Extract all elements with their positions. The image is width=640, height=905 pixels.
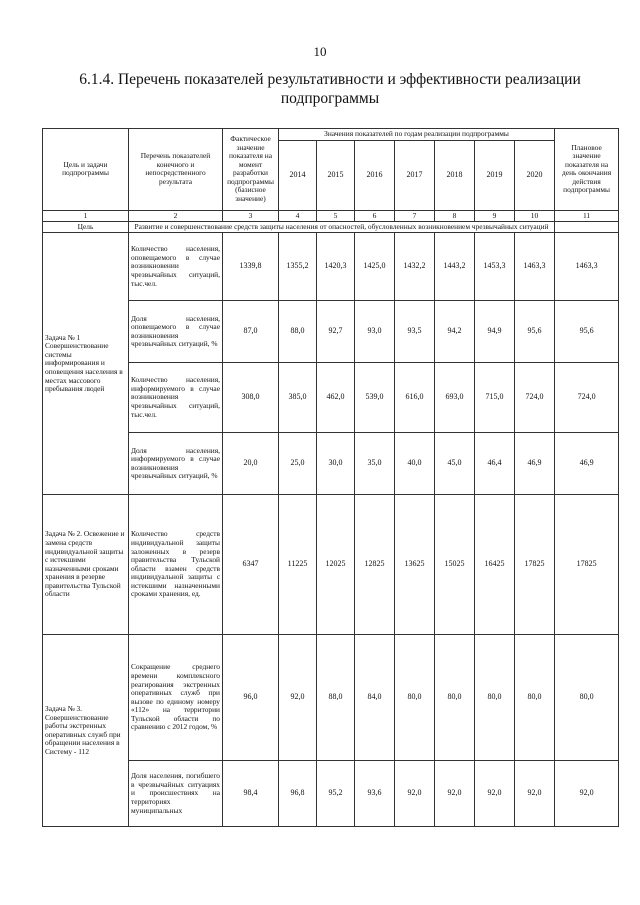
year-value-cell: 616,0: [395, 363, 435, 433]
year-value-cell: 715,0: [475, 363, 515, 433]
actual-value-cell: 20,0: [223, 433, 279, 495]
year-value-cell: 15025: [435, 495, 475, 635]
actual-value-cell: 308,0: [223, 363, 279, 433]
year-value-cell: 35,0: [355, 433, 395, 495]
header-year: 2016: [355, 140, 395, 210]
year-value-cell: 11225: [279, 495, 317, 635]
year-value-cell: 46,9: [515, 433, 555, 495]
year-value-cell: 1432,2: [395, 233, 435, 301]
table-row: [43, 761, 619, 827]
indicator-cell: Доля населения, погибшего в чрезвычайных ситуациях и происшествиях на территориях муниципальных: [129, 761, 223, 827]
column-number: 11: [555, 210, 619, 221]
actual-value-cell: 87,0: [223, 301, 279, 363]
header-planned-value: Плановое значение показателя на день окончания действия подпрограммы: [555, 129, 619, 211]
table-row: [43, 363, 619, 433]
header-year: 2015: [317, 140, 355, 210]
actual-value-cell: 96,0: [223, 635, 279, 761]
year-value-cell: 95,2: [317, 761, 355, 827]
year-value-cell: 80,0: [395, 635, 435, 761]
column-number: 6: [355, 210, 395, 221]
actual-value-cell: 98,4: [223, 761, 279, 827]
goal-row: [43, 221, 619, 233]
planned-value-cell: 80,0: [555, 635, 619, 761]
column-number: 2: [129, 210, 223, 221]
column-number: 7: [395, 210, 435, 221]
year-value-cell: 88,0: [317, 635, 355, 761]
year-value-cell: 462,0: [317, 363, 355, 433]
year-value-cell: 84,0: [355, 635, 395, 761]
page-number: 10: [313, 44, 327, 59]
indicator-cell: Количество населения, оповещаемого в случае возникновении чрезвычайных ситуаций, тыс.чел.: [129, 233, 223, 301]
task-cell: Задача № 1 Совершенствование системы информирования и оповещения населения в местах массового пребывания людей: [43, 233, 129, 495]
year-value-cell: 1443,2: [435, 233, 475, 301]
year-value-cell: 1355,2: [279, 233, 317, 301]
year-value-cell: 16425: [475, 495, 515, 635]
year-value-cell: 30,0: [317, 433, 355, 495]
indicator-cell: Количество средств индивидуальной защиты заложенных в резерв правительства Тульской области взамен средств индивидуальной защиты с истекшими назначенными сроками хранения, ед.: [129, 495, 223, 635]
year-value-cell: 95,6: [515, 301, 555, 363]
goal-text: Развитие и совершенствование средств защиты населения от опасностей, обусловленных возникновением чрезвычайных ситуаций: [129, 221, 555, 233]
year-value-cell: 17825: [515, 495, 555, 635]
column-number: 5: [317, 210, 355, 221]
actual-value-cell: 1339,8: [223, 233, 279, 301]
year-value-cell: 385,0: [279, 363, 317, 433]
year-value-cell: 40,0: [395, 433, 435, 495]
section-title: [40, 70, 620, 108]
year-value-cell: 88,0: [279, 301, 317, 363]
year-value-cell: 94,9: [475, 301, 515, 363]
task-cell: Задача № 2. Освежение и замена средств индивидуальной защиты с истекшими назначенными сроками хранения в резерве правительства Тульской области: [43, 495, 129, 635]
planned-value-cell: 724,0: [555, 363, 619, 433]
header-goals: Цель и задачи подпрограммы: [43, 129, 129, 211]
year-value-cell: 46,4: [475, 433, 515, 495]
planned-value-cell: 46,9: [555, 433, 619, 495]
year-value-cell: 1463,3: [515, 233, 555, 301]
year-value-cell: 80,0: [515, 635, 555, 761]
column-number: 9: [475, 210, 515, 221]
planned-value-cell: 92,0: [555, 761, 619, 827]
title-line-2: подпрограммы: [280, 90, 380, 107]
year-value-cell: 93,0: [355, 301, 395, 363]
header-year: 2017: [395, 140, 435, 210]
year-value-cell: 93,5: [395, 301, 435, 363]
indicator-cell: Доля населения, оповещаемого в случае возникновения чрезвычайных ситуаций, %: [129, 301, 223, 363]
year-value-cell: 1453,3: [475, 233, 515, 301]
header-year: 2020: [515, 140, 555, 210]
year-value-cell: 693,0: [435, 363, 475, 433]
indicator-cell: Сокращение среднего времени комплексного реагирования экстренных оперативных служб при вызове по единому номеру «112» на территории Тульской области по сравнению с 2012 годом, %: [129, 635, 223, 761]
table-row: [43, 635, 619, 761]
year-value-cell: 45,0: [435, 433, 475, 495]
year-value-cell: 92,0: [435, 761, 475, 827]
table-row: [43, 433, 619, 495]
planned-value-cell: 95,6: [555, 301, 619, 363]
column-number: 1: [43, 210, 129, 221]
year-value-cell: 724,0: [515, 363, 555, 433]
year-value-cell: 13625: [395, 495, 435, 635]
year-value-cell: 96,8: [279, 761, 317, 827]
year-value-cell: 92,0: [515, 761, 555, 827]
year-value-cell: 1420,3: [317, 233, 355, 301]
header-year: 2014: [279, 140, 317, 210]
task-cell: Задача № 3. Совершенствование работы экстренных оперативных служб при обращении населения в Систему - 112: [43, 635, 129, 827]
column-number: 8: [435, 210, 475, 221]
header-year: 2018: [435, 140, 475, 210]
empty-cell: [555, 221, 619, 233]
header-indicators: Перечень показателей конечного и непосредственного результата: [129, 129, 223, 211]
header-years-group: Значения показателей по годам реализации подпрограммы: [279, 129, 555, 141]
year-value-cell: 92,7: [317, 301, 355, 363]
year-value-cell: 12025: [317, 495, 355, 635]
table-row: [43, 495, 619, 635]
year-value-cell: 539,0: [355, 363, 395, 433]
year-value-cell: 80,0: [475, 635, 515, 761]
year-value-cell: 93,6: [355, 761, 395, 827]
year-value-cell: 92,0: [395, 761, 435, 827]
indicator-cell: Доля населения, информируемого в случае возникновения чрезвычайных ситуаций, %: [129, 433, 223, 495]
table-row: [43, 233, 619, 301]
column-number: 4: [279, 210, 317, 221]
year-value-cell: 92,0: [279, 635, 317, 761]
year-value-cell: 25,0: [279, 433, 317, 495]
planned-value-cell: 1463,3: [555, 233, 619, 301]
header-year: 2019: [475, 140, 515, 210]
year-value-cell: 12825: [355, 495, 395, 635]
indicator-cell: Количество населения, информируемого в случае возникновения чрезвычайных ситуаций, тыс.чел.: [129, 363, 223, 433]
title-line-1: 6.1.4. Перечень показателей результативности и эффективности реализации: [79, 71, 581, 88]
column-number: 3: [223, 210, 279, 221]
goal-label: Цель: [43, 221, 129, 233]
column-number: 10: [515, 210, 555, 221]
actual-value-cell: 6347: [223, 495, 279, 635]
indicators-table: [42, 128, 619, 827]
planned-value-cell: 17825: [555, 495, 619, 635]
year-value-cell: 1425,0: [355, 233, 395, 301]
year-value-cell: 80,0: [435, 635, 475, 761]
year-value-cell: 94,2: [435, 301, 475, 363]
table-row: [43, 301, 619, 363]
header-actual-value: Фактическое значение показателя на момент разработки подпрограммы (базисное значение): [223, 129, 279, 211]
year-value-cell: 92,0: [475, 761, 515, 827]
